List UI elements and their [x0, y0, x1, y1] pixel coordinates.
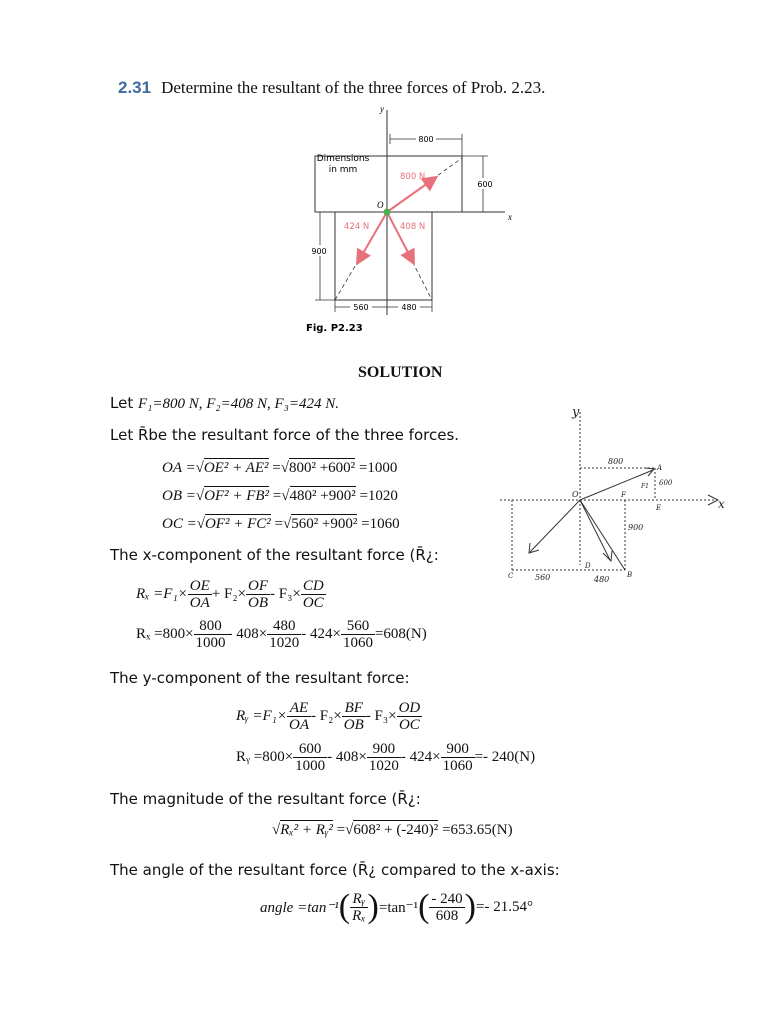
fig-caption: Fig. P2.23 — [306, 323, 363, 334]
fig-dim-560: 560 — [353, 303, 369, 312]
fig-force-424-label: 424 N — [344, 222, 370, 232]
fig-force-408-arrow — [387, 212, 413, 262]
fig-dim-480: 480 — [401, 303, 417, 312]
sketch-vector-oc — [530, 500, 580, 552]
problem-header — [118, 78, 545, 98]
figure-p2-23 — [300, 100, 520, 340]
sketch-c-label: C — [508, 572, 514, 580]
fig-origin-pin — [384, 209, 391, 216]
sketch-b-label: B — [627, 571, 633, 579]
sketch-e-label: E — [656, 504, 662, 512]
sketch-f1-label: F1 — [641, 483, 649, 490]
fig-origin-label: O — [377, 200, 384, 210]
eq-angle: angle =tan⁻¹( $\frac{\text{Rᵧ}}{\text{Rₓ}}$ )=tan⁻¹( $\frac{- 240}{608}$ )=- 21.54° — [260, 888, 533, 925]
let-forces-line — [110, 394, 339, 413]
sketch-y-label: y — [572, 405, 580, 420]
eq-ry-numeric: Rᵧ =800× $\frac{600}{1000}$ - 408× $\frac{900}{1020}$ - 424× $\frac{900}{1060}$ =- 240(N) — [236, 741, 536, 774]
angle-text: The angle of the resultant force (R̄¿ compared to the x-axis: — [110, 861, 560, 879]
fig-dim-900: 900 — [311, 247, 327, 256]
sketch-vector-od — [580, 500, 610, 560]
fig-x-label: x — [508, 212, 512, 222]
sketch-d-label: D — [585, 562, 591, 570]
eq-oc: OC =√OF² + FC² =√560² +900² =1060 — [162, 516, 400, 532]
sketch-480: 480 — [594, 575, 610, 584]
sketch-o-label: O — [572, 490, 579, 499]
y-component-text: The y-component of the resultant force: — [110, 669, 410, 687]
sketch-600: 600 — [659, 479, 673, 487]
eq-oa: OA =√OE² + AE² =√800² +600² =1000 — [162, 460, 398, 476]
fig-force-800-label: 800 N — [400, 172, 426, 182]
problem-number: 2.31 — [118, 78, 152, 97]
magnitude-text: The magnitude of the resultant force (R̄¿: — [110, 790, 421, 808]
fig-y-label: y — [380, 104, 384, 114]
fig-force-424-arrow — [358, 212, 387, 262]
eq-magnitude: √Rₓ² + Rᵧ² =√608² + (-240)² =653.65(N) — [272, 822, 513, 838]
problem-statement: Determine the resultant of the three forces of Prob. 2.23. — [161, 78, 546, 97]
eq-ob: OB =√OF² + FB² =√480² +900² =1020 — [162, 488, 398, 504]
let-prefix: Let — [110, 394, 138, 412]
let-forces-math: F₁=800 N, F₂=408 N, F₃=424 N. — [137, 396, 339, 412]
sketch-800: 800 — [608, 457, 624, 466]
fig-dim-600: 600 — [477, 180, 493, 189]
eq-ry-symbolic: Rᵧ =F₁× $\frac{AE}{OA}$ - F₂× $\frac{BF}{OB}$ - F₃× $\frac{OD}{OC}$ — [236, 700, 421, 733]
hand-sketch — [490, 400, 740, 590]
fig-force-408-label: 408 N — [400, 222, 426, 232]
sketch-a-label: A — [657, 464, 663, 472]
sketch-560: 560 — [535, 573, 551, 582]
solution-heading: SOLUTION — [358, 364, 443, 381]
fig-dim-800: 800 — [418, 135, 434, 144]
let-resultant-line: Let R̄be the resultant force of the three forces. — [110, 426, 460, 444]
fig-force-800-arrow — [387, 178, 435, 212]
sketch-900: 900 — [628, 523, 644, 532]
x-component-text: The x-component of the resultant force (R̄¿: — [110, 546, 439, 564]
fig-dimensions-label: Dimensions in mm — [316, 154, 370, 175]
sketch-f-label: F — [621, 491, 626, 499]
sketch-x-label: x — [718, 497, 725, 511]
eq-rx-symbolic: Rₓ =F₁× $\frac{OE}{OA}$ + F₂× $\frac{OF}{OB}$ - F₃× $\frac{CD}{OC}$ — [136, 578, 324, 611]
eq-rx-numeric: Rₓ =800× $\frac{800}{1000}$ - 408× $\frac{480}{1020}$ - 424× $\frac{560}{1060}$ =608(N) — [136, 618, 427, 651]
